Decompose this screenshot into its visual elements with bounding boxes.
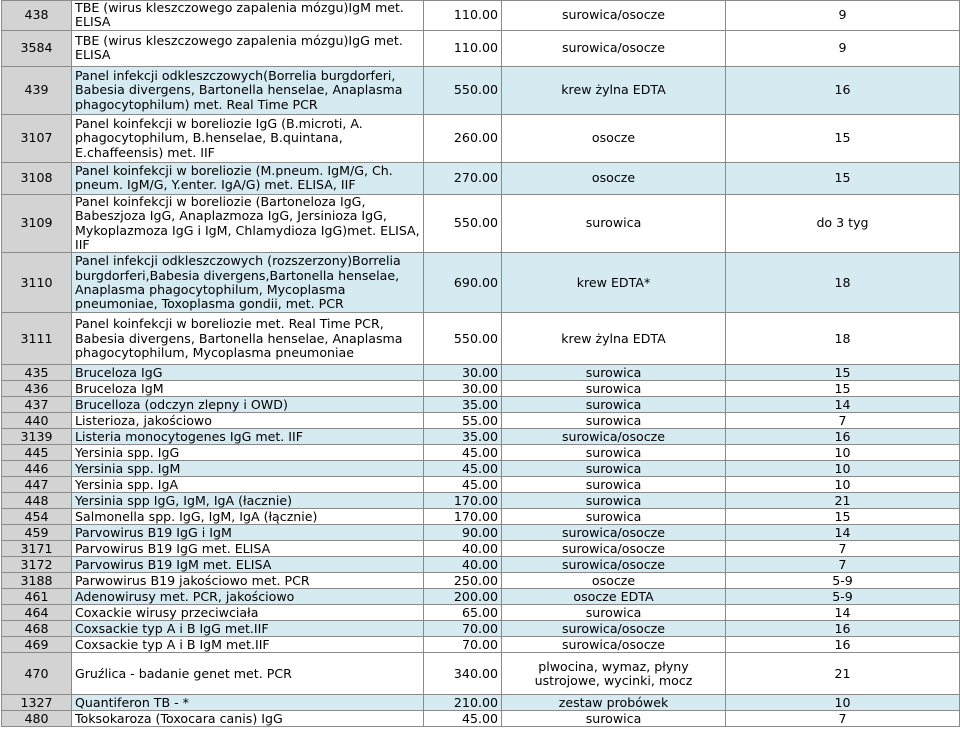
test-code-cell: 3110 [2,253,72,313]
price-cell: 40.00 [424,541,502,557]
price-cell: 55.00 [424,413,502,429]
test-code-cell: 438 [2,1,72,31]
table-row [2,30,960,66]
price-cell: 40.00 [424,557,502,573]
days-cell: 10 [726,445,960,461]
test-name-cell: Coxsackie typ A i B IgM met.IIF [72,637,424,653]
test-code-cell: 454 [2,509,72,525]
table-row [2,66,960,114]
test-name-cell: Yersinia spp. IgG [72,445,424,461]
table-row [2,445,960,461]
days-cell: 5-9 [726,589,960,605]
test-code-cell: 480 [2,711,72,727]
price-cell: 550.00 [424,66,502,114]
days-cell: 15 [726,381,960,397]
test-code-cell: 461 [2,589,72,605]
test-name-cell: Panel koinfekcji w boreliozie (Bartoneloza IgG, Babeszjoza IgG, Anaplazmoza IgG, Jersinioza IgG, Mykoplazmoza IgG i IgM, Chlamydioza IgG)met. ELISA, IIF [72,194,424,253]
test-code-cell: 3188 [2,573,72,589]
test-code-cell: 437 [2,397,72,413]
price-cell: 30.00 [424,365,502,381]
table-row [2,461,960,477]
material-cell: surowica [502,493,726,509]
days-cell: 9 [726,1,960,31]
test-code-cell: 469 [2,637,72,653]
price-cell: 270.00 [424,162,502,194]
table-row [2,413,960,429]
test-code-cell: 440 [2,413,72,429]
table-row [2,194,960,253]
price-cell: 65.00 [424,605,502,621]
test-code-cell: 435 [2,365,72,381]
table-row [2,1,960,31]
test-code-cell: 3584 [2,30,72,66]
days-cell: 21 [726,653,960,695]
test-name-cell: Parwowirus B19 jakościowo met. PCR [72,573,424,589]
days-cell: 7 [726,413,960,429]
price-cell: 170.00 [424,509,502,525]
test-code-cell: 3107 [2,114,72,162]
days-cell: 14 [726,605,960,621]
material-cell: krew żylna EDTA [502,66,726,114]
test-name-cell: Bruceloza IgM [72,381,424,397]
material-cell: surowica/osocze [502,621,726,637]
days-cell: 15 [726,365,960,381]
material-cell: surowica [502,461,726,477]
test-name-cell: Salmonella spp. IgG, IgM, IgA (łącznie) [72,509,424,525]
material-cell: osocze EDTA [502,589,726,605]
table-row [2,162,960,194]
test-name-cell: Yersinia spp IgG, IgM, IgA (łacznie) [72,493,424,509]
test-name-cell: Yersinia spp. IgA [72,477,424,493]
test-name-cell: Gruźlica - badanie genet met. PCR [72,653,424,695]
days-cell: 10 [726,461,960,477]
test-name-cell: Panel koinfekcji w boreliozie (M.pneum. IgM/G, Ch. pneum. IgM/G, Y.enter. IgA/G) met. ELISA, IIF [72,162,424,194]
price-cell: 690.00 [424,253,502,313]
test-code-cell: 3172 [2,557,72,573]
test-name-cell: Brucelloza (odczyn zlepny i OWD) [72,397,424,413]
material-cell: surowica/osocze [502,1,726,31]
price-cell: 260.00 [424,114,502,162]
material-cell: surowica/osocze [502,557,726,573]
table-row [2,509,960,525]
days-cell: 9 [726,30,960,66]
price-cell: 110.00 [424,30,502,66]
material-cell: surowica [502,605,726,621]
test-name-cell: Coxsackie typ A i B IgG met.IIF [72,621,424,637]
material-cell: surowica [502,711,726,727]
test-name-cell: Panel koinfekcji w boreliozie IgG (B.microti, A. phagocytophilum, B.henselae, B.quintana, E.chaffeensis) met. IIF [72,114,424,162]
days-cell: 16 [726,66,960,114]
table-row [2,253,960,313]
table-row [2,573,960,589]
table-row [2,493,960,509]
price-list-body [2,1,960,727]
price-list-table [1,0,960,727]
table-row [2,381,960,397]
test-name-cell: Adenowirusy met. PCR, jakościowo [72,589,424,605]
table-row [2,114,960,162]
test-name-cell: TBE (wirus kleszczowego zapalenia mózgu)IgG met. ELISA [72,30,424,66]
material-cell: surowica [502,194,726,253]
test-code-cell: 464 [2,605,72,621]
table-row [2,637,960,653]
material-cell: zestaw probówek [502,695,726,711]
days-cell: 16 [726,429,960,445]
price-cell: 340.00 [424,653,502,695]
price-cell: 250.00 [424,573,502,589]
test-code-cell: 436 [2,381,72,397]
test-code-cell: 470 [2,653,72,695]
price-cell: 200.00 [424,589,502,605]
material-cell: surowica [502,445,726,461]
days-cell: 21 [726,493,960,509]
days-cell: 15 [726,509,960,525]
material-cell: krew EDTA* [502,253,726,313]
material-cell: osocze [502,114,726,162]
test-name-cell: TBE (wirus kleszczowego zapalenia mózgu)IgM met. ELISA [72,1,424,31]
test-code-cell: 459 [2,525,72,541]
table-row [2,313,960,365]
material-cell: surowica [502,413,726,429]
material-cell: surowica [502,509,726,525]
table-row [2,429,960,445]
material-cell: surowica [502,397,726,413]
test-code-cell: 439 [2,66,72,114]
table-row [2,541,960,557]
days-cell: 15 [726,162,960,194]
price-cell: 170.00 [424,493,502,509]
price-cell: 70.00 [424,621,502,637]
price-cell: 45.00 [424,711,502,727]
table-row [2,365,960,381]
material-cell: plwocina, wymaz, płyny ustrojowe, wycinki, mocz [502,653,726,695]
material-cell: osocze [502,573,726,589]
price-cell: 90.00 [424,525,502,541]
test-code-cell: 446 [2,461,72,477]
days-cell: 7 [726,541,960,557]
price-cell: 550.00 [424,313,502,365]
table-row [2,557,960,573]
material-cell: surowica/osocze [502,525,726,541]
price-cell: 35.00 [424,429,502,445]
test-code-cell: 3109 [2,194,72,253]
table-row [2,397,960,413]
test-name-cell: Bruceloza IgG [72,365,424,381]
days-cell: 18 [726,313,960,365]
price-cell: 45.00 [424,477,502,493]
test-name-cell: Listeria monocytogenes IgG met. IIF [72,429,424,445]
table-row [2,605,960,621]
days-cell: do 3 tyg [726,194,960,253]
material-cell: krew żylna EDTA [502,313,726,365]
test-name-cell: Parvowirus B19 IgG i IgM [72,525,424,541]
test-code-cell: 445 [2,445,72,461]
material-cell: surowica [502,365,726,381]
days-cell: 7 [726,711,960,727]
price-cell: 70.00 [424,637,502,653]
table-row [2,621,960,637]
price-cell: 45.00 [424,461,502,477]
material-cell: surowica/osocze [502,30,726,66]
days-cell: 18 [726,253,960,313]
table-row [2,477,960,493]
material-cell: surowica [502,381,726,397]
test-code-cell: 3139 [2,429,72,445]
material-cell: osocze [502,162,726,194]
test-code-cell: 468 [2,621,72,637]
test-name-cell: Panel infekcji odkleszczowych (rozszerzony)Borrelia burgdorferi,Babesia divergens,Bartonella henselae, Anaplasma phagocytophilum, Mycoplasma pneumoniae, Toxoplasma gondii, met. PCR [72,253,424,313]
test-name-cell: Parvowirus B19 IgG met. ELISA [72,541,424,557]
price-cell: 210.00 [424,695,502,711]
price-cell: 30.00 [424,381,502,397]
test-code-cell: 3108 [2,162,72,194]
table-row [2,711,960,727]
days-cell: 16 [726,621,960,637]
days-cell: 10 [726,695,960,711]
test-name-cell: Panel infekcji odkleszczowych(Borrelia burgdorferi, Babesia divergens, Bartonella henselae, Anaplasma phagocytophilum) met. Real Time PCR [72,66,424,114]
material-cell: surowica [502,477,726,493]
test-name-cell: Coxackie wirusy przeciwciała [72,605,424,621]
days-cell: 10 [726,477,960,493]
material-cell: surowica/osocze [502,429,726,445]
table-row [2,589,960,605]
table-row [2,695,960,711]
test-code-cell: 1327 [2,695,72,711]
days-cell: 5-9 [726,573,960,589]
test-name-cell: Listerioza, jakościowo [72,413,424,429]
test-code-cell: 3111 [2,313,72,365]
test-name-cell: Quantiferon TB - * [72,695,424,711]
test-code-cell: 447 [2,477,72,493]
test-code-cell: 448 [2,493,72,509]
test-name-cell: Yersinia spp. IgM [72,461,424,477]
price-cell: 110.00 [424,1,502,31]
test-name-cell: Panel koinfekcji w boreliozie met. Real Time PCR, Babesia divergens, Bartonella henselae, Anaplasma phagocytophilum, Mycoplasma pneumoniae [72,313,424,365]
table-row [2,525,960,541]
price-cell: 45.00 [424,445,502,461]
days-cell: 14 [726,397,960,413]
days-cell: 14 [726,525,960,541]
material-cell: surowica/osocze [502,637,726,653]
price-cell: 550.00 [424,194,502,253]
days-cell: 7 [726,557,960,573]
days-cell: 15 [726,114,960,162]
price-cell: 35.00 [424,397,502,413]
test-name-cell: Parvowirus B19 IgM met. ELISA [72,557,424,573]
test-name-cell: Toksokaroza (Toxocara canis) IgG [72,711,424,727]
days-cell: 16 [726,637,960,653]
material-cell: surowica/osocze [502,541,726,557]
table-row [2,653,960,695]
test-code-cell: 3171 [2,541,72,557]
